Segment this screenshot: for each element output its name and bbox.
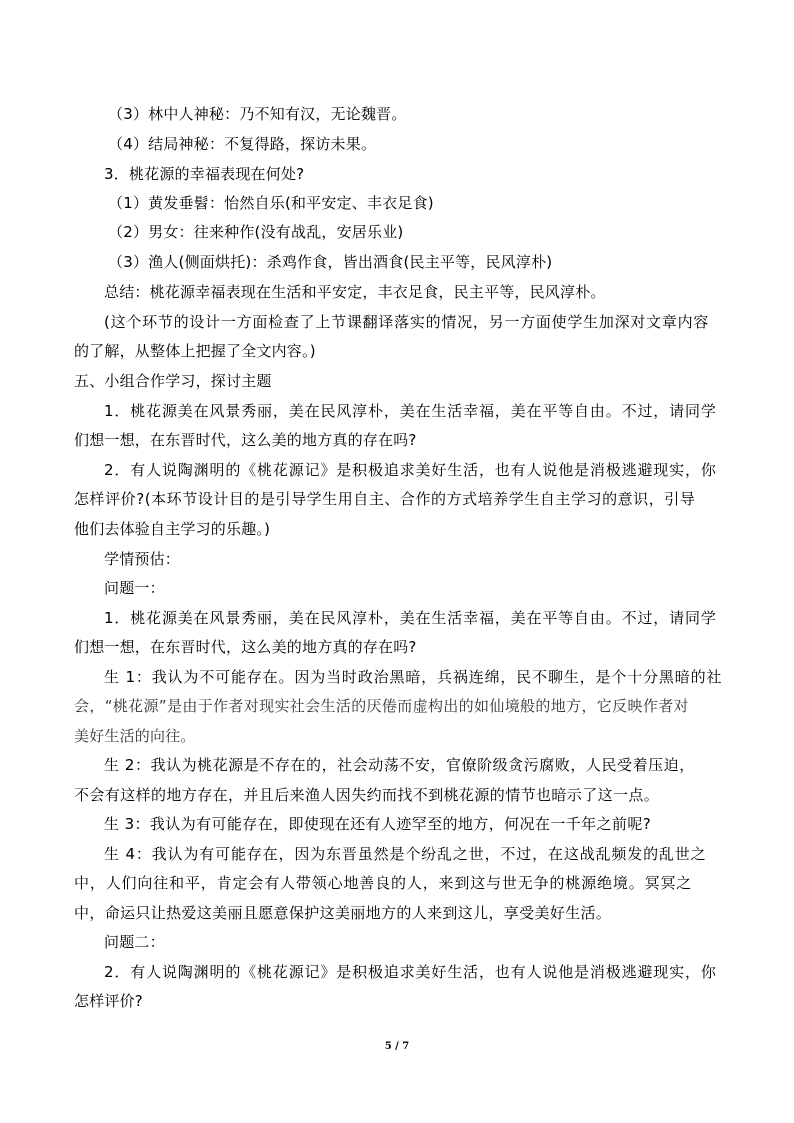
- text-line: 问题二：: [104, 933, 165, 951]
- text-line: 3．桃花源的幸福表现在何处?: [104, 165, 305, 183]
- text-line: 总结：桃花源幸福表现在生活和平安定，丰衣足食，民主平等，民风淳朴。: [104, 283, 606, 301]
- text-line: （1）黄发垂髫：怡然自乐(和平安定、丰衣足食): [108, 194, 434, 212]
- text-line: 生 4：我认为有可能存在，因为东晋虽然是个纷乱之世，不过，在这战乱频发的乱世之: [104, 845, 707, 863]
- text-line: 不会有这样的地方存在，并且后来渔人因失约而找不到桃花源的情节也暗示了这一点。: [74, 786, 660, 804]
- text-line: 问题一：: [104, 579, 165, 597]
- text-line: 生 3：我认为有可能存在，即使现在还有人迹罕至的地方，何况在一千年之前呢?: [104, 815, 652, 833]
- text-line: 1．桃花源美在风景秀丽，美在民风淳朴，美在生活幸福，美在平等自由。不过，请同学: [104, 402, 717, 420]
- text-line: 学情预估：: [104, 550, 181, 568]
- text-line: 中，人们向往和平，肯定会有人带领心地善良的人，来到这与世无争的桃源绝境。冥冥之: [74, 874, 693, 892]
- text-line: 怎样评价?: [74, 992, 143, 1010]
- page-number: 5 / 7: [384, 1041, 410, 1052]
- text-line: 的了解，从整体上把握了全文内容。): [74, 342, 316, 360]
- text-line: （4）结局神秘：不复得路，探访未果。: [108, 135, 377, 153]
- text-line: (这个环节的设计一方面检查了上节课翻译落实的情况，另一方面使学生加深对文章内容: [104, 313, 710, 331]
- text-line: （3）林中人神秘：乃不知有汉，无论魏晋。: [108, 105, 407, 123]
- text-line: （3）渔人(侧面烘托)：杀鸡作食，皆出酒食(民主平等，民风淳朴): [108, 253, 553, 271]
- text-line: 中，命运只让热爱这美丽且愿意保护这美丽地方的人来到这儿，享受美好生活。: [74, 904, 612, 922]
- text-line: （2）男女：往来种作(没有战乱，安居乐业): [108, 223, 404, 241]
- text-line: 1．桃花源美在风景秀丽，美在民风淳朴，美在生活幸福，美在平等自由。不过，请同学: [104, 609, 717, 627]
- text-line: 他们去体验自主学习的乐趣。): [74, 520, 271, 538]
- text-line: 们想一想，在东晋时代，这么美的地方真的存在吗?: [74, 638, 417, 656]
- text-line: 2．有人说陶渊明的《桃花源记》是积极追求美好生活，也有人说他是消极逃避现实，你: [104, 461, 717, 479]
- section-heading: 五、小组合作学习，探讨主题: [74, 372, 272, 390]
- text-line: 美好生活的向往。: [74, 727, 196, 745]
- text-line: 们想一想，在东晋时代，这么美的地方真的存在吗?: [74, 431, 417, 449]
- text-line: 生 2：我认为桃花源是不存在的，社会动荡不安，官僚阶级贪污腐败，人民受着压迫，: [104, 756, 695, 774]
- text-line: 生 1：我认为不可能存在。因为当时政治黑暗，兵祸连绵，民不聊生，是个十分黑暗的社: [104, 668, 723, 686]
- text-line: 2．有人说陶渊明的《桃花源记》是积极追求美好生活，也有人说他是消极逃避现实，你: [104, 963, 717, 981]
- text-line: 怎样评价?(本环节设计目的是引导学生用自主、合作的方式培养学生自主学习的意识，引导: [74, 490, 696, 508]
- text-line: 会，“桃花源”是由于作者对现实社会生活的厌倦而虚构出的如仙境般的地方，它反映作者对: [74, 697, 689, 715]
